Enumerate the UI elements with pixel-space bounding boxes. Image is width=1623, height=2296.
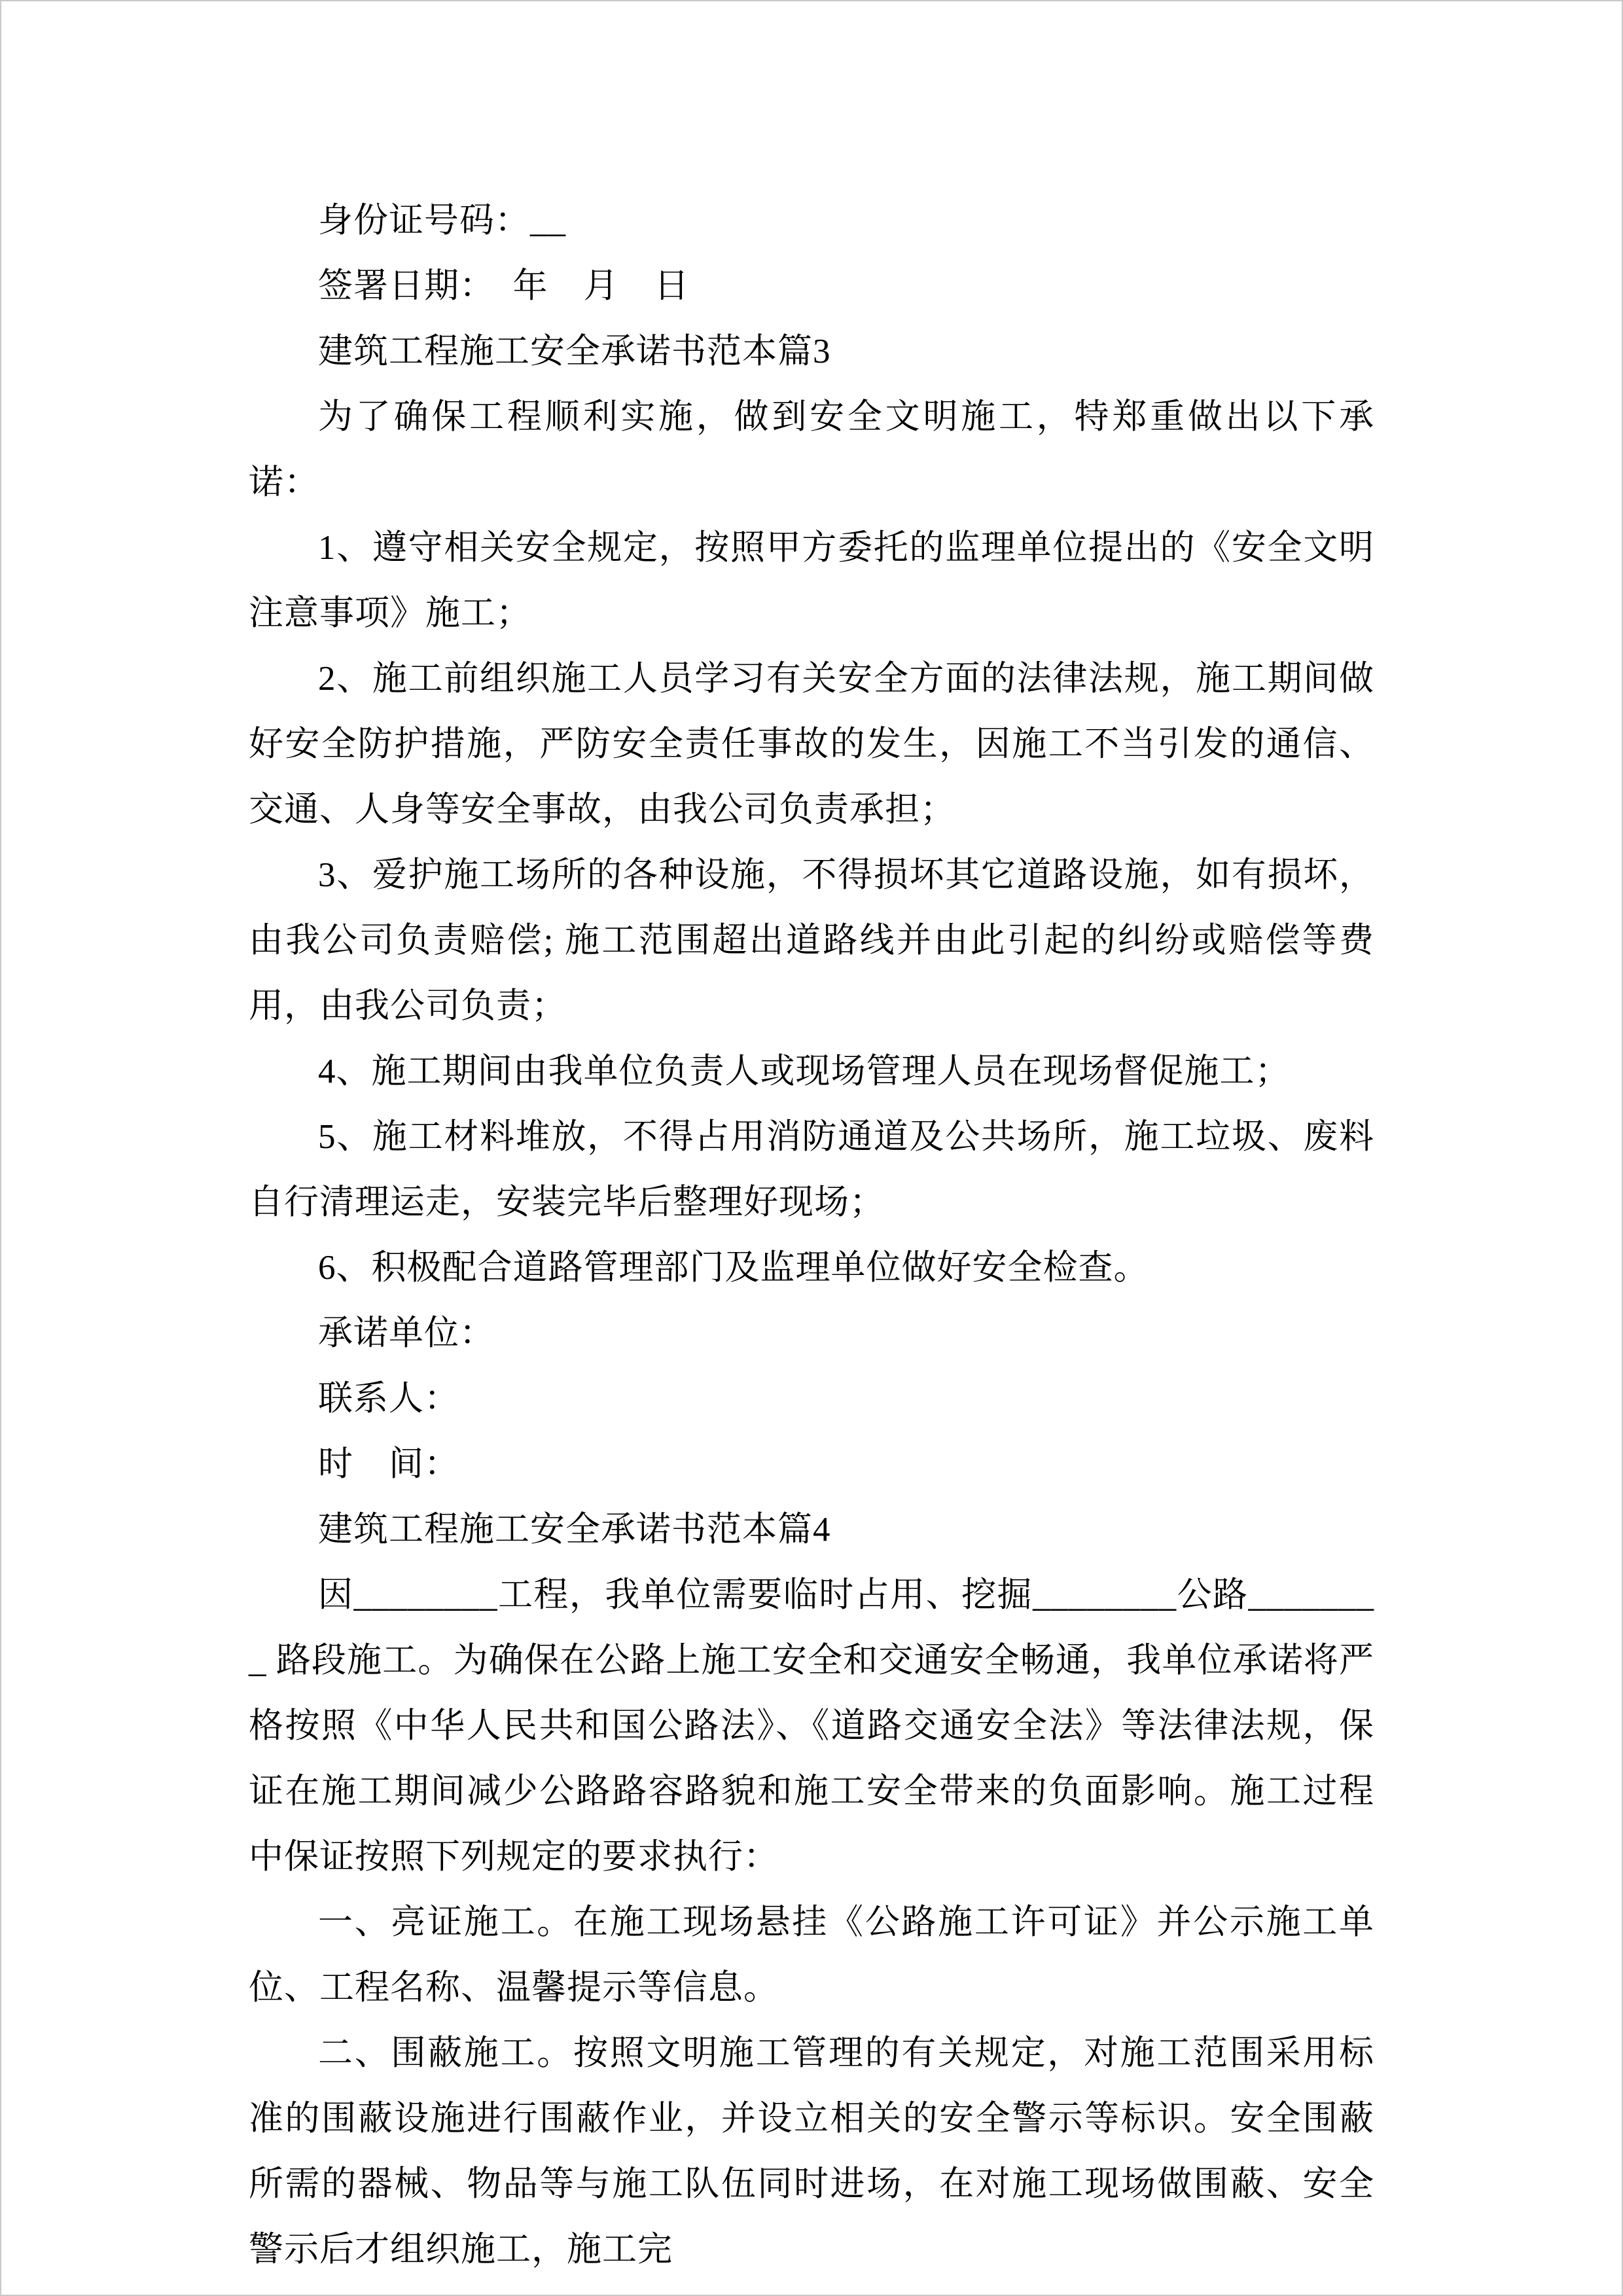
paragraph: 4、施工期间由我单位负责人或现场管理人员在现场督促施工； bbox=[318, 1052, 1291, 1090]
paragraph: 一、亮证施工。在施工现场悬挂《公路施工许可证》并公示施工单位、工程名称、温馨提示等信息。 bbox=[249, 1903, 1374, 2007]
paragraph: 建筑工程施工安全承诺书范本篇3 bbox=[318, 332, 831, 370]
paragraph: 为了确保工程顺利实施，做到安全文明施工，特郑重做出以下承诺： bbox=[249, 398, 1374, 501]
paragraph: 因________工程，我单位需要临时占用、挖掘________公路________ 路段施工。为确保在公路上施工安全和交通安全畅通，我单位承诺将严格按照《中华人民共和国公路法》、《道路交通安全法》等法律法规，保证在施工期间减少公路路容路貌和施工安全带来的负面影响。施工过程中保证按照下列规定的要求执行： bbox=[249, 1576, 1374, 1876]
paragraph: 建筑工程施工安全承诺书范本篇4 bbox=[318, 1511, 831, 1549]
paragraph: 签署日期： 年 月 日 bbox=[318, 267, 690, 305]
paragraph: 5、施工材料堆放，不得占用消防通道及公共场所，施工垃圾、废料自行清理运走，安装完毕后整理好现场； bbox=[249, 1118, 1374, 1221]
paragraph: 二、围蔽施工。按照文明施工管理的有关规定，对施工范围采用标准的围蔽设施进行围蔽作业，并设立相关的安全警示等标识。安全围蔽所需的器械、物品等与施工队伍同时进场，在对施工现场做围蔽、安全警示后才组织施工，施工完 bbox=[249, 2034, 1374, 2269]
paragraph: 承诺单位： bbox=[318, 1314, 495, 1352]
paragraph: 身份证号码：__ bbox=[318, 202, 566, 240]
paragraph: 联系人： bbox=[318, 1380, 459, 1418]
paragraph: 6、积极配合道路管理部门及监理单位做好安全检查。 bbox=[318, 1249, 1149, 1287]
document-body bbox=[249, 188, 1374, 2282]
paragraph: 1、遵守相关安全规定，按照甲方委托的监理单位提出的《安全文明注意事项》施工； bbox=[249, 529, 1374, 632]
paragraph: 时 间： bbox=[318, 1445, 459, 1483]
paragraph: 3、爱护施工场所的各种设施，不得损坏其它道路设施，如有损坏，由我公司负责赔偿; 施工范围超出道路线并由此引起的纠纷或赔偿等费用，由我公司负责； bbox=[249, 856, 1374, 1025]
paragraph: 2、施工前组织施工人员学习有关安全方面的法律法规，施工期间做好安全防护措施，严防安全责任事故的发生，因施工不当引发的通信、交通、人身等安全事故，由我公司负责承担； bbox=[249, 660, 1374, 829]
